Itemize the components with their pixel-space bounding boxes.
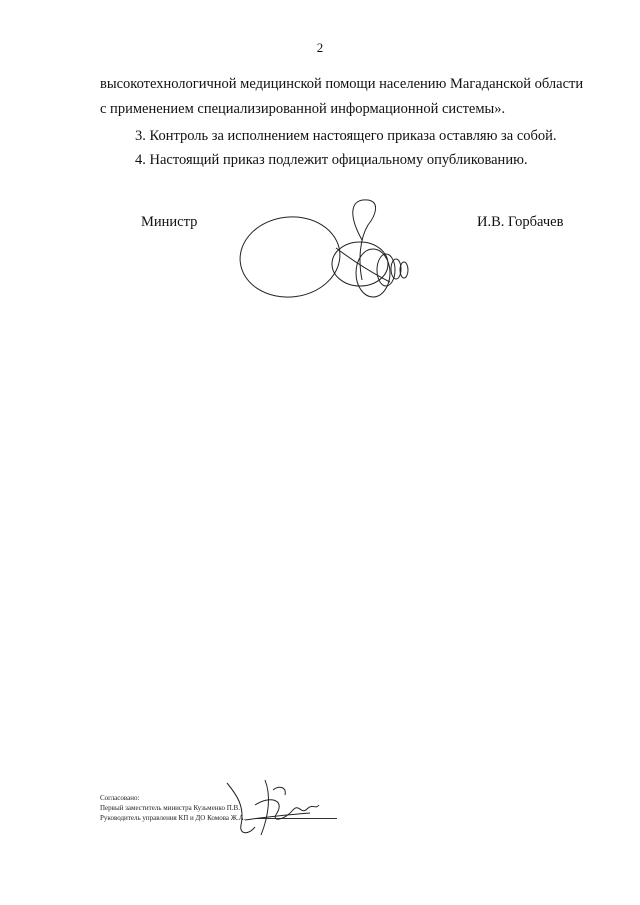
body-line-1: высокотехнологичной медицинской помощи населению Магаданской области bbox=[100, 76, 584, 92]
signatory-position: Министр bbox=[141, 214, 198, 230]
minister-signature bbox=[230, 190, 430, 315]
signatory-name: И.В. Горбачев bbox=[477, 214, 564, 230]
paragraph-item-4: 4. Настоящий приказ подлежит официальному опубликованию. bbox=[135, 152, 528, 168]
approval-heading: Согласовано: bbox=[100, 794, 140, 802]
approval-line-1: Первый заместитель министра Кузьменко П.В. bbox=[100, 804, 240, 812]
page-number: 2 bbox=[316, 40, 324, 55]
approval-line-2: Руководитель управления КП и ДО Комова Ж.А. bbox=[100, 814, 246, 822]
body-line-2: с применением специализированной информационной системы». bbox=[100, 101, 506, 117]
approval-signature bbox=[215, 775, 330, 845]
paragraph-item-3: 3. Контроль за исполнением настоящего приказа оставляю за собой. bbox=[135, 128, 557, 144]
